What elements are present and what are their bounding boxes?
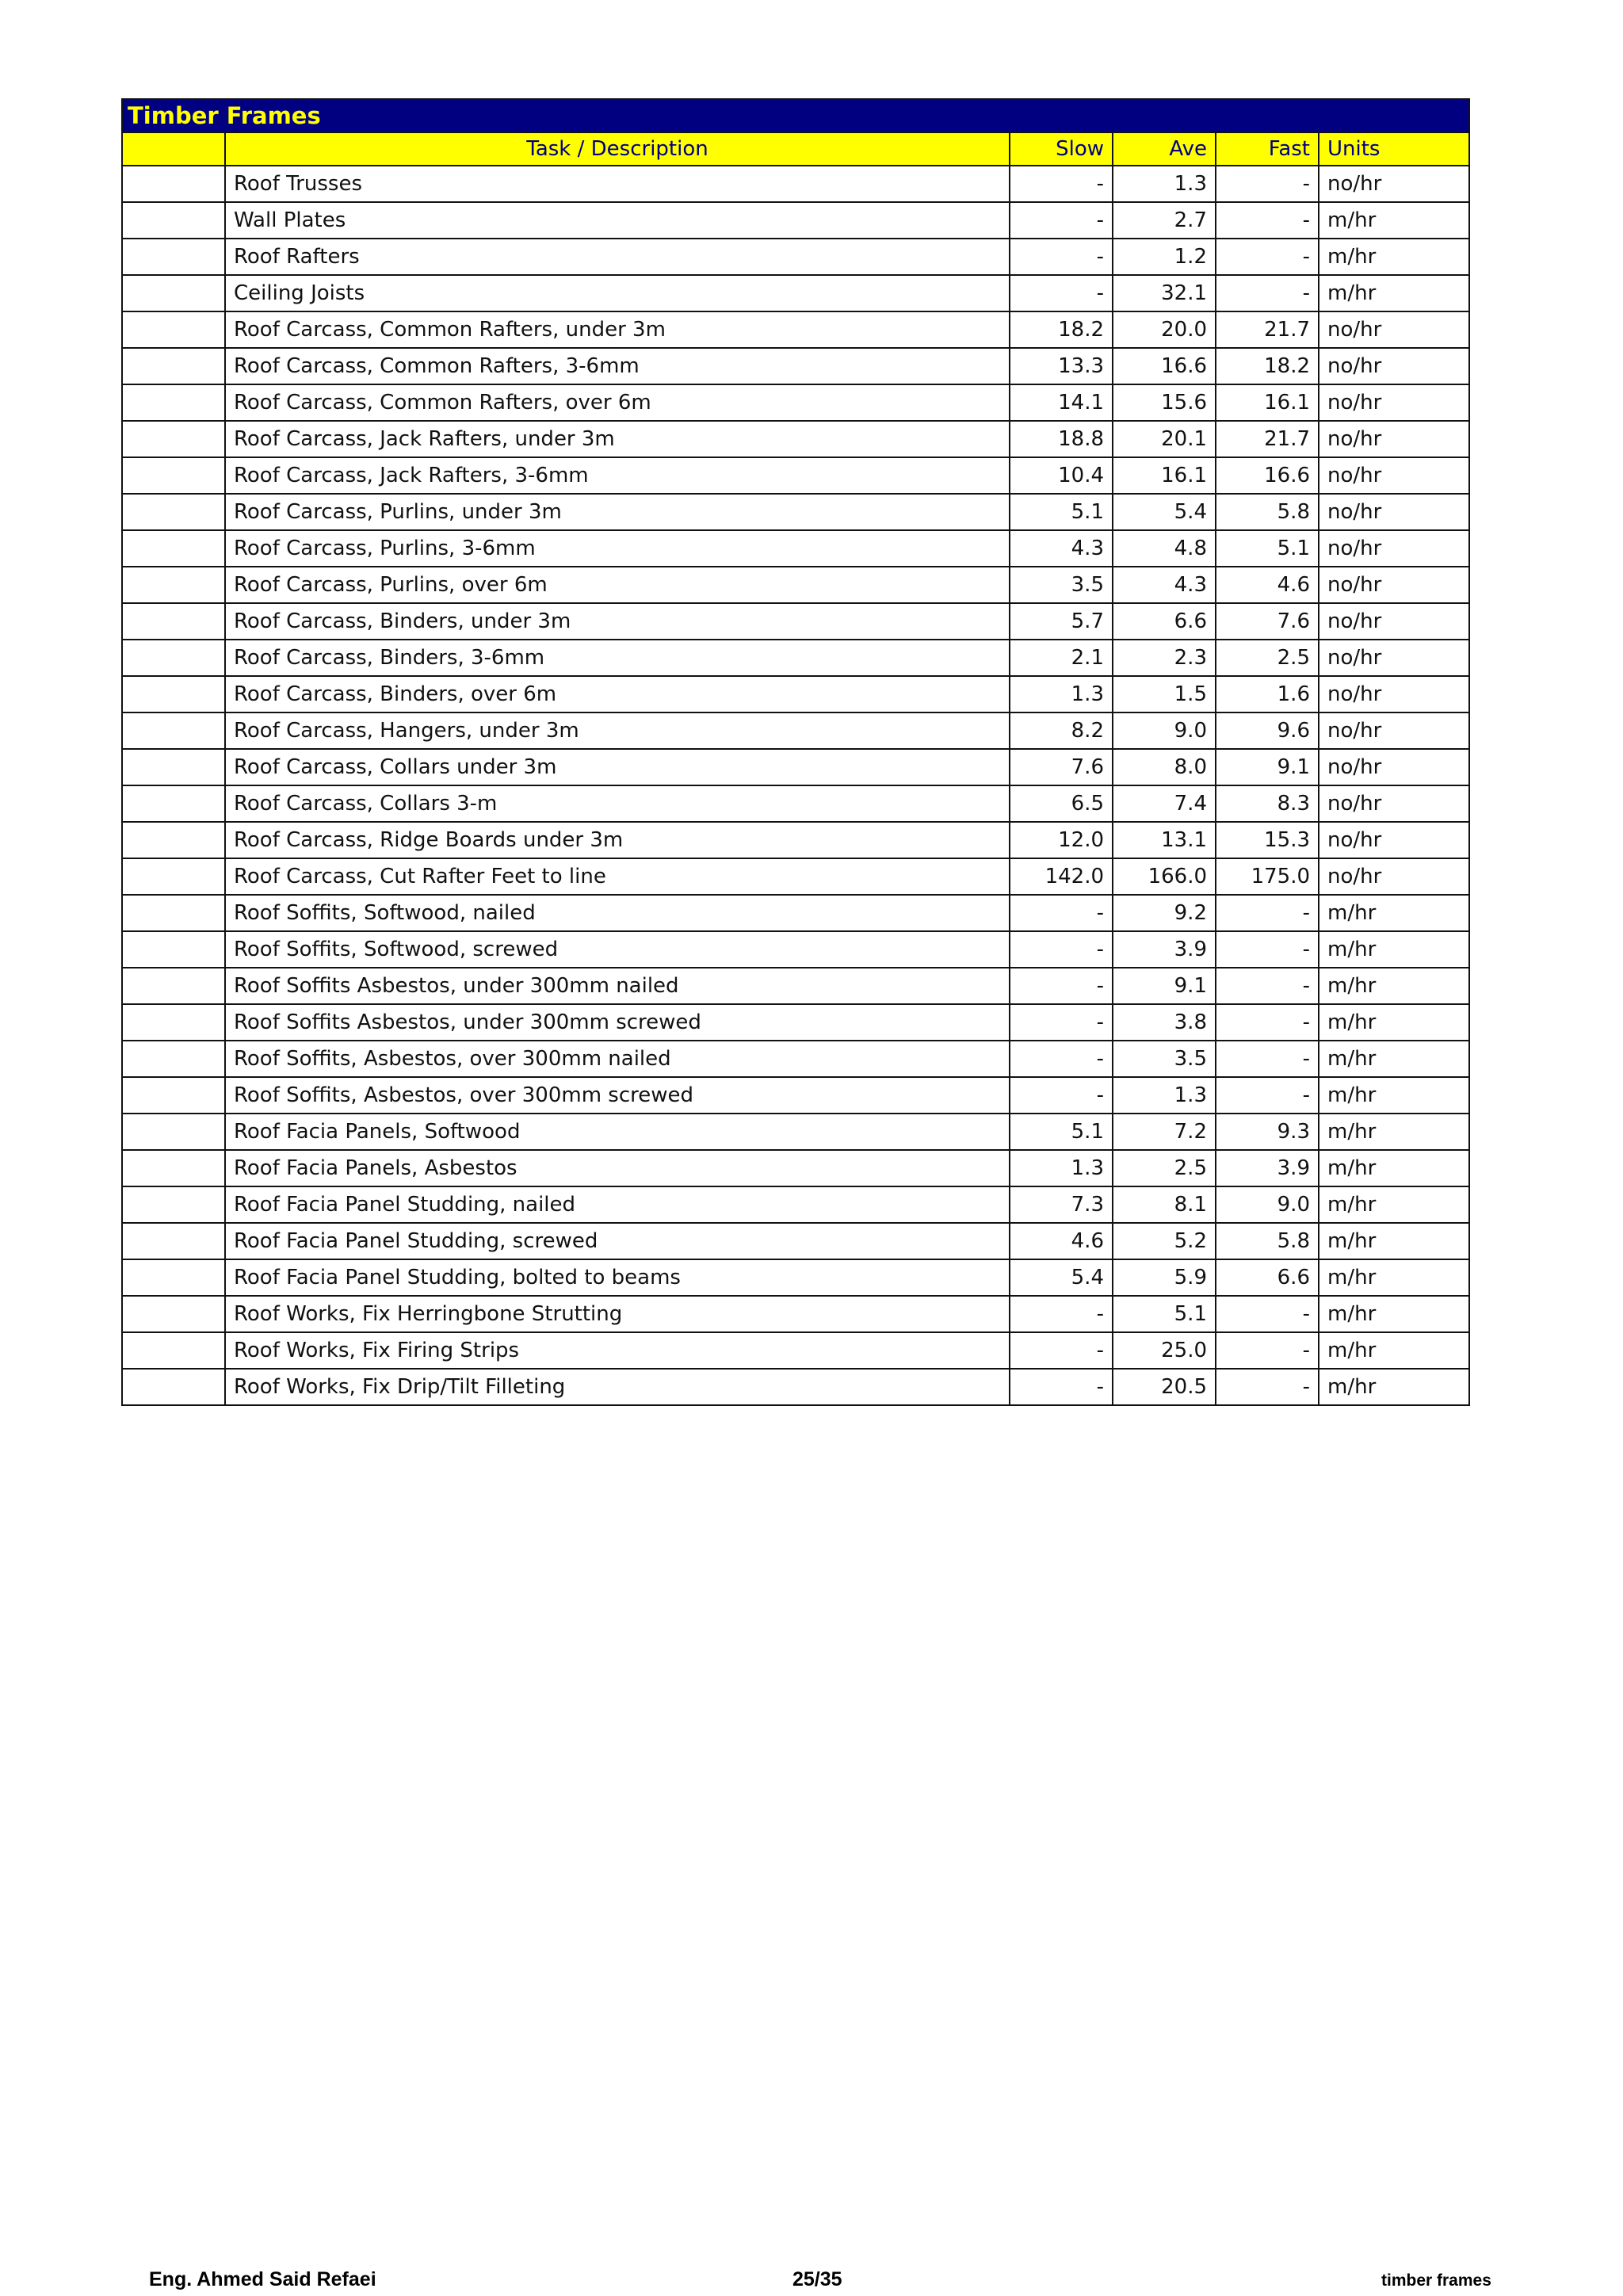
- table-row: [122, 166, 1469, 202]
- row-blank-cell: [122, 1077, 225, 1114]
- row-description: Roof Carcass, Binders, over 6m: [225, 676, 1010, 712]
- row-fast-value: -: [1216, 931, 1319, 968]
- row-fast-value: 5.8: [1216, 1223, 1319, 1259]
- row-ave-value: 20.1: [1113, 421, 1216, 457]
- row-description: Roof Facia Panel Studding, screwed: [225, 1223, 1010, 1259]
- row-slow-value: -: [1010, 1296, 1113, 1332]
- row-slow-value: -: [1010, 202, 1113, 239]
- row-ave-value: 2.5: [1113, 1150, 1216, 1186]
- row-ave-value: 16.6: [1113, 348, 1216, 384]
- table-row: [122, 749, 1469, 785]
- row-slow-value: 10.4: [1010, 457, 1113, 494]
- row-ave-value: 7.2: [1113, 1114, 1216, 1150]
- table-row: [122, 567, 1469, 603]
- row-blank-cell: [122, 384, 225, 421]
- row-slow-value: -: [1010, 968, 1113, 1004]
- row-blank-cell: [122, 895, 225, 931]
- row-ave-value: 2.3: [1113, 640, 1216, 676]
- row-slow-value: -: [1010, 1041, 1113, 1077]
- row-ave-value: 1.3: [1113, 166, 1216, 202]
- table-row: [122, 1223, 1469, 1259]
- table-row: [122, 712, 1469, 749]
- row-description: Roof Facia Panel Studding, bolted to beams: [225, 1259, 1010, 1296]
- row-slow-value: 8.2: [1010, 712, 1113, 749]
- row-units: m/hr: [1319, 1077, 1469, 1114]
- row-slow-value: -: [1010, 166, 1113, 202]
- row-units: m/hr: [1319, 1186, 1469, 1223]
- row-fast-value: 15.3: [1216, 822, 1319, 858]
- row-slow-value: 6.5: [1010, 785, 1113, 822]
- row-blank-cell: [122, 166, 225, 202]
- row-fast-value: -: [1216, 1332, 1319, 1369]
- row-blank-cell: [122, 968, 225, 1004]
- row-description: Roof Works, Fix Firing Strips: [225, 1332, 1010, 1369]
- row-slow-value: -: [1010, 239, 1113, 275]
- row-units: no/hr: [1319, 166, 1469, 202]
- row-fast-value: 7.6: [1216, 603, 1319, 640]
- row-blank-cell: [122, 640, 225, 676]
- row-fast-value: -: [1216, 275, 1319, 311]
- row-blank-cell: [122, 567, 225, 603]
- row-ave-value: 20.5: [1113, 1369, 1216, 1405]
- table-row: [122, 858, 1469, 895]
- row-ave-value: 7.4: [1113, 785, 1216, 822]
- header-description: Task / Description: [225, 132, 1010, 166]
- row-units: m/hr: [1319, 1259, 1469, 1296]
- row-ave-value: 3.8: [1113, 1004, 1216, 1041]
- row-fast-value: 8.3: [1216, 785, 1319, 822]
- row-units: no/hr: [1319, 822, 1469, 858]
- row-fast-value: 2.5: [1216, 640, 1319, 676]
- row-units: no/hr: [1319, 311, 1469, 348]
- row-blank-cell: [122, 494, 225, 530]
- row-units: m/hr: [1319, 1004, 1469, 1041]
- row-description: Roof Soffits Asbestos, under 300mm nailed: [225, 968, 1010, 1004]
- row-ave-value: 166.0: [1113, 858, 1216, 895]
- row-blank-cell: [122, 275, 225, 311]
- header-fast: Fast: [1216, 132, 1319, 166]
- row-slow-value: 14.1: [1010, 384, 1113, 421]
- table-row: [122, 348, 1469, 384]
- row-ave-value: 1.5: [1113, 676, 1216, 712]
- row-blank-cell: [122, 239, 225, 275]
- row-blank-cell: [122, 421, 225, 457]
- row-description: Roof Carcass, Common Rafters, 3-6mm: [225, 348, 1010, 384]
- row-description: Roof Carcass, Hangers, under 3m: [225, 712, 1010, 749]
- row-fast-value: 18.2: [1216, 348, 1319, 384]
- row-fast-value: 9.6: [1216, 712, 1319, 749]
- row-units: no/hr: [1319, 785, 1469, 822]
- table-row: [122, 603, 1469, 640]
- table-row: [122, 239, 1469, 275]
- table-row: [122, 1077, 1469, 1114]
- row-units: m/hr: [1319, 1114, 1469, 1150]
- table-row: [122, 1296, 1469, 1332]
- row-description: Roof Carcass, Collars 3-m: [225, 785, 1010, 822]
- row-blank-cell: [122, 1296, 225, 1332]
- row-ave-value: 5.2: [1113, 1223, 1216, 1259]
- header-units: Units: [1319, 132, 1469, 166]
- row-fast-value: -: [1216, 166, 1319, 202]
- row-description: Roof Works, Fix Herringbone Strutting: [225, 1296, 1010, 1332]
- row-slow-value: 5.1: [1010, 1114, 1113, 1150]
- row-slow-value: 4.3: [1010, 530, 1113, 567]
- row-fast-value: -: [1216, 1296, 1319, 1332]
- row-blank-cell: [122, 1041, 225, 1077]
- row-description: Roof Carcass, Binders, 3-6mm: [225, 640, 1010, 676]
- row-units: no/hr: [1319, 858, 1469, 895]
- row-slow-value: 4.6: [1010, 1223, 1113, 1259]
- row-blank-cell: [122, 1332, 225, 1369]
- row-units: m/hr: [1319, 1369, 1469, 1405]
- row-ave-value: 3.5: [1113, 1041, 1216, 1077]
- row-slow-value: -: [1010, 1077, 1113, 1114]
- table-row: [122, 202, 1469, 239]
- table-row: [122, 1041, 1469, 1077]
- row-ave-value: 9.2: [1113, 895, 1216, 931]
- row-ave-value: 3.9: [1113, 931, 1216, 968]
- row-blank-cell: [122, 712, 225, 749]
- row-units: no/hr: [1319, 676, 1469, 712]
- row-slow-value: 142.0: [1010, 858, 1113, 895]
- table-header-row: [122, 132, 1469, 166]
- row-fast-value: 3.9: [1216, 1150, 1319, 1186]
- row-ave-value: 4.8: [1113, 530, 1216, 567]
- row-units: m/hr: [1319, 202, 1469, 239]
- footer-sheet-name: timber frames: [1381, 2271, 1491, 2290]
- row-fast-value: 21.7: [1216, 311, 1319, 348]
- timber-frames-table: [121, 98, 1470, 1406]
- row-ave-value: 1.2: [1113, 239, 1216, 275]
- row-units: no/hr: [1319, 603, 1469, 640]
- row-units: m/hr: [1319, 239, 1469, 275]
- row-blank-cell: [122, 749, 225, 785]
- row-description: Roof Carcass, Binders, under 3m: [225, 603, 1010, 640]
- row-slow-value: 1.3: [1010, 1150, 1113, 1186]
- row-description: Roof Carcass, Cut Rafter Feet to line: [225, 858, 1010, 895]
- row-ave-value: 2.7: [1113, 202, 1216, 239]
- row-slow-value: -: [1010, 1332, 1113, 1369]
- row-units: m/hr: [1319, 968, 1469, 1004]
- row-blank-cell: [122, 931, 225, 968]
- table-row: [122, 1259, 1469, 1296]
- row-description: Roof Soffits, Softwood, nailed: [225, 895, 1010, 931]
- row-blank-cell: [122, 1223, 225, 1259]
- table-row: [122, 640, 1469, 676]
- row-fast-value: 1.6: [1216, 676, 1319, 712]
- row-fast-value: -: [1216, 1004, 1319, 1041]
- table-row: [122, 931, 1469, 968]
- row-units: m/hr: [1319, 1223, 1469, 1259]
- table-row: [122, 1150, 1469, 1186]
- row-fast-value: 9.1: [1216, 749, 1319, 785]
- row-slow-value: 7.3: [1010, 1186, 1113, 1223]
- row-description: Roof Carcass, Common Rafters, under 3m: [225, 311, 1010, 348]
- row-ave-value: 5.9: [1113, 1259, 1216, 1296]
- row-slow-value: 5.7: [1010, 603, 1113, 640]
- row-description: Roof Facia Panel Studding, nailed: [225, 1186, 1010, 1223]
- row-fast-value: 21.7: [1216, 421, 1319, 457]
- table-row: [122, 457, 1469, 494]
- row-blank-cell: [122, 311, 225, 348]
- row-units: m/hr: [1319, 1332, 1469, 1369]
- row-description: Roof Carcass, Purlins, under 3m: [225, 494, 1010, 530]
- row-units: m/hr: [1319, 1150, 1469, 1186]
- row-fast-value: 9.0: [1216, 1186, 1319, 1223]
- header-ave: Ave: [1113, 132, 1216, 166]
- table-row: [122, 895, 1469, 931]
- row-slow-value: 3.5: [1010, 567, 1113, 603]
- row-fast-value: 6.6: [1216, 1259, 1319, 1296]
- row-fast-value: 9.3: [1216, 1114, 1319, 1150]
- row-units: no/hr: [1319, 530, 1469, 567]
- row-ave-value: 4.3: [1113, 567, 1216, 603]
- row-description: Roof Facia Panels, Softwood: [225, 1114, 1010, 1150]
- table-row: [122, 676, 1469, 712]
- row-description: Roof Carcass, Collars under 3m: [225, 749, 1010, 785]
- header-blank-cell: [122, 132, 225, 166]
- row-units: no/hr: [1319, 567, 1469, 603]
- row-ave-value: 9.0: [1113, 712, 1216, 749]
- row-slow-value: 5.4: [1010, 1259, 1113, 1296]
- row-ave-value: 1.3: [1113, 1077, 1216, 1114]
- row-units: no/hr: [1319, 494, 1469, 530]
- row-units: m/hr: [1319, 895, 1469, 931]
- row-description: Roof Carcass, Common Rafters, over 6m: [225, 384, 1010, 421]
- row-units: no/hr: [1319, 457, 1469, 494]
- row-ave-value: 5.4: [1113, 494, 1216, 530]
- table-row: [122, 968, 1469, 1004]
- row-fast-value: -: [1216, 895, 1319, 931]
- row-fast-value: 175.0: [1216, 858, 1319, 895]
- table-row: [122, 311, 1469, 348]
- row-ave-value: 9.1: [1113, 968, 1216, 1004]
- row-units: m/hr: [1319, 931, 1469, 968]
- row-description: Roof Carcass, Ridge Boards under 3m: [225, 822, 1010, 858]
- row-slow-value: -: [1010, 931, 1113, 968]
- row-description: Roof Soffits, Asbestos, over 300mm nailed: [225, 1041, 1010, 1077]
- row-fast-value: -: [1216, 1369, 1319, 1405]
- row-blank-cell: [122, 202, 225, 239]
- row-units: no/hr: [1319, 348, 1469, 384]
- row-blank-cell: [122, 1004, 225, 1041]
- row-units: no/hr: [1319, 421, 1469, 457]
- row-blank-cell: [122, 530, 225, 567]
- row-fast-value: 4.6: [1216, 567, 1319, 603]
- row-blank-cell: [122, 348, 225, 384]
- row-blank-cell: [122, 858, 225, 895]
- row-slow-value: -: [1010, 1369, 1113, 1405]
- row-units: m/hr: [1319, 275, 1469, 311]
- table-row: [122, 1369, 1469, 1405]
- table-row: [122, 1332, 1469, 1369]
- row-fast-value: -: [1216, 202, 1319, 239]
- row-ave-value: 13.1: [1113, 822, 1216, 858]
- row-ave-value: 15.6: [1113, 384, 1216, 421]
- table-row: [122, 785, 1469, 822]
- row-slow-value: 5.1: [1010, 494, 1113, 530]
- row-blank-cell: [122, 676, 225, 712]
- row-description: Roof Carcass, Jack Rafters, under 3m: [225, 421, 1010, 457]
- row-description: Roof Soffits Asbestos, under 300mm screwed: [225, 1004, 1010, 1041]
- table-row: [122, 275, 1469, 311]
- row-blank-cell: [122, 1369, 225, 1405]
- table-row: [122, 1004, 1469, 1041]
- footer-page-number: 25/35: [792, 2268, 842, 2290]
- table-title-row: [122, 99, 1469, 132]
- timber-frames-sheet: [121, 98, 1468, 1406]
- row-units: no/hr: [1319, 640, 1469, 676]
- row-ave-value: 25.0: [1113, 1332, 1216, 1369]
- row-slow-value: 2.1: [1010, 640, 1113, 676]
- table-row: [122, 530, 1469, 567]
- row-ave-value: 6.6: [1113, 603, 1216, 640]
- row-fast-value: -: [1216, 968, 1319, 1004]
- row-description: Roof Trusses: [225, 166, 1010, 202]
- row-slow-value: 13.3: [1010, 348, 1113, 384]
- row-description: Roof Rafters: [225, 239, 1010, 275]
- row-blank-cell: [122, 1186, 225, 1223]
- row-fast-value: 16.1: [1216, 384, 1319, 421]
- row-fast-value: 5.1: [1216, 530, 1319, 567]
- row-blank-cell: [122, 822, 225, 858]
- table-row: [122, 1186, 1469, 1223]
- row-description: Wall Plates: [225, 202, 1010, 239]
- row-ave-value: 32.1: [1113, 275, 1216, 311]
- row-blank-cell: [122, 1150, 225, 1186]
- row-ave-value: 8.0: [1113, 749, 1216, 785]
- row-description: Ceiling Joists: [225, 275, 1010, 311]
- row-description: Roof Carcass, Purlins, over 6m: [225, 567, 1010, 603]
- row-fast-value: 16.6: [1216, 457, 1319, 494]
- row-blank-cell: [122, 603, 225, 640]
- table-row: [122, 494, 1469, 530]
- row-units: m/hr: [1319, 1296, 1469, 1332]
- table-row: [122, 384, 1469, 421]
- row-description: Roof Soffits, Softwood, screwed: [225, 931, 1010, 968]
- table-row: [122, 822, 1469, 858]
- row-blank-cell: [122, 785, 225, 822]
- row-slow-value: 12.0: [1010, 822, 1113, 858]
- row-slow-value: -: [1010, 895, 1113, 931]
- row-description: Roof Soffits, Asbestos, over 300mm screwed: [225, 1077, 1010, 1114]
- table-row: [122, 1114, 1469, 1150]
- row-ave-value: 16.1: [1113, 457, 1216, 494]
- header-slow: Slow: [1010, 132, 1113, 166]
- row-fast-value: -: [1216, 1077, 1319, 1114]
- row-description: Roof Carcass, Jack Rafters, 3-6mm: [225, 457, 1010, 494]
- row-units: no/hr: [1319, 384, 1469, 421]
- row-slow-value: 7.6: [1010, 749, 1113, 785]
- row-fast-value: 5.8: [1216, 494, 1319, 530]
- row-blank-cell: [122, 1114, 225, 1150]
- row-slow-value: -: [1010, 1004, 1113, 1041]
- row-description: Roof Carcass, Purlins, 3-6mm: [225, 530, 1010, 567]
- row-fast-value: -: [1216, 1041, 1319, 1077]
- row-slow-value: -: [1010, 275, 1113, 311]
- row-ave-value: 20.0: [1113, 311, 1216, 348]
- table-title: Timber Frames: [122, 99, 1469, 132]
- row-units: m/hr: [1319, 1041, 1469, 1077]
- row-ave-value: 5.1: [1113, 1296, 1216, 1332]
- row-slow-value: 18.8: [1010, 421, 1113, 457]
- row-blank-cell: [122, 457, 225, 494]
- table-row: [122, 421, 1469, 457]
- row-fast-value: -: [1216, 239, 1319, 275]
- row-ave-value: 8.1: [1113, 1186, 1216, 1223]
- footer-author: Eng. Ahmed Said Refaei: [149, 2268, 376, 2290]
- row-units: no/hr: [1319, 749, 1469, 785]
- row-description: Roof Facia Panels, Asbestos: [225, 1150, 1010, 1186]
- row-units: no/hr: [1319, 712, 1469, 749]
- row-blank-cell: [122, 1259, 225, 1296]
- row-slow-value: 18.2: [1010, 311, 1113, 348]
- row-description: Roof Works, Fix Drip/Tilt Filleting: [225, 1369, 1010, 1405]
- table-body: [122, 166, 1469, 1405]
- row-slow-value: 1.3: [1010, 676, 1113, 712]
